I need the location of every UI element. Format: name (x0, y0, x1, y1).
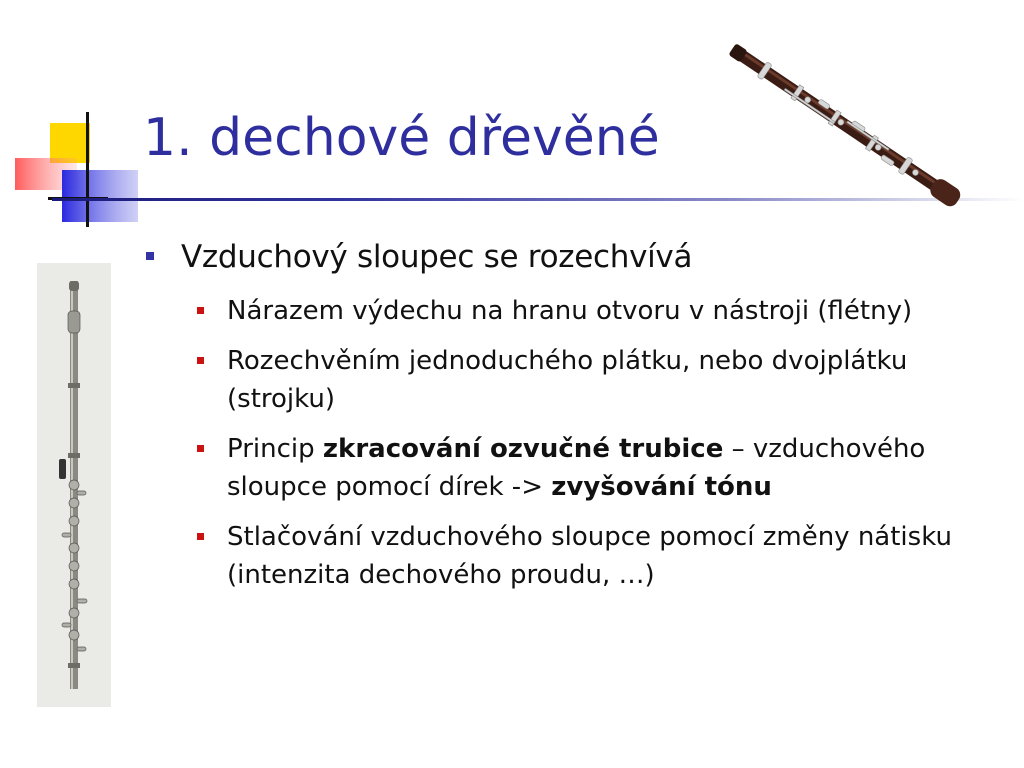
bullet-text: Rozechvěním jednoduchého plátku, nebo dvojplátku (strojku) (227, 346, 908, 414)
bullet-text: Stlačování vzduchového sloupce pomocí změny nátisku (intenzita dechového proudu, …) (227, 522, 952, 590)
clarinet-image (715, 35, 975, 215)
bullet-text: Nárazem výdechu na hranu otvoru v nástroji (flétny) (227, 296, 913, 326)
bullet-text-mid: – vzduchového sloupce pomocí dírek -> (227, 434, 926, 502)
list-item (195, 342, 1005, 418)
list-item (195, 518, 1005, 594)
square-bullet-icon (197, 357, 204, 364)
flute-image (37, 263, 111, 707)
bullet-text-bold: zkracování ozvučné trubice (322, 434, 724, 464)
bullet-text-bold: zvyšování tónu (551, 472, 772, 502)
square-bullet-icon (146, 252, 154, 260)
bullet-list (145, 236, 1005, 594)
list-item (195, 292, 1005, 330)
square-bullet-icon (197, 445, 204, 452)
bullet-text: Vzduchový sloupec se rozechvívá (181, 239, 693, 275)
list-item (195, 430, 1005, 506)
corner-logo (0, 0, 150, 240)
page-title: 1. dechové dřevěné (143, 108, 660, 168)
square-bullet-icon (197, 307, 204, 314)
list-item (145, 236, 1005, 278)
square-bullet-icon (197, 533, 204, 540)
bullet-text-pre: Princip (227, 434, 323, 464)
